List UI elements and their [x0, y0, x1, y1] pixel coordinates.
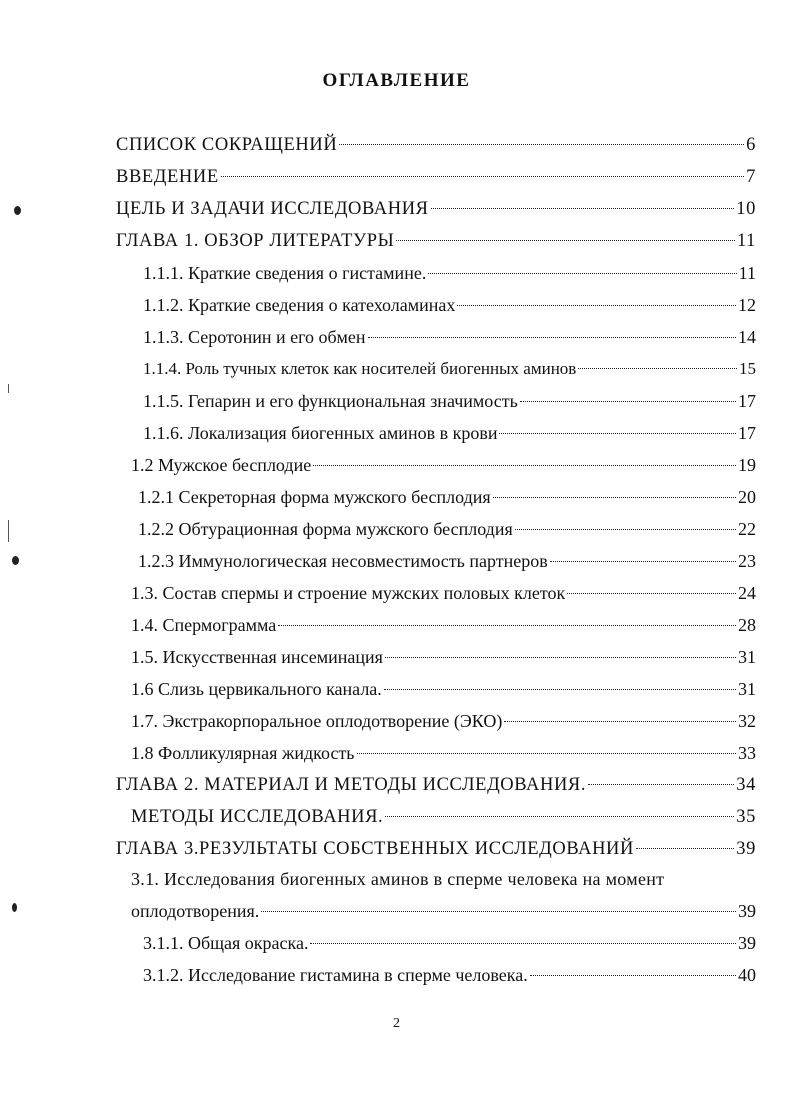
toc-page-number: 32 — [738, 711, 756, 731]
toc-page-number: 40 — [738, 965, 756, 985]
toc-entry-chapter-1[interactable] — [116, 226, 756, 256]
toc-entry-text: 1.2 Мужское бесплодие — [131, 455, 312, 475]
toc-entry-text: 1.2.1 Секреторная форма мужского бесплодия — [138, 487, 491, 507]
toc-page-number: 39 — [738, 901, 756, 921]
toc-entry-methods[interactable] — [131, 802, 756, 832]
toc-entry-1-1-5[interactable] — [143, 386, 756, 416]
toc-entry-1-1-1[interactable] — [143, 258, 756, 288]
toc-page-number: 39 — [738, 933, 756, 953]
scan-mark — [12, 903, 17, 912]
dot-leader — [499, 433, 736, 434]
dot-leader — [515, 529, 736, 530]
toc-page-number: 15 — [739, 359, 756, 378]
toc-page-number: 39 — [736, 839, 756, 859]
toc-entry-text: ВВЕДЕНИЕ — [116, 167, 219, 187]
page-number: 2 — [393, 1016, 400, 1031]
toc-entry-1-4[interactable] — [131, 610, 756, 640]
toc-page-number: 34 — [736, 775, 756, 795]
dot-leader — [457, 305, 736, 306]
dot-leader — [493, 497, 736, 498]
dot-leader — [636, 848, 734, 849]
page-title: ОГЛАВЛЕНИЕ — [322, 70, 471, 91]
toc-entry-3-1-1[interactable] — [143, 928, 756, 958]
toc-entry-3-1-line-2[interactable] — [131, 896, 756, 926]
toc-entry-text: 1.7. Экстракорпоральное оплодотворение (ЭКО) — [131, 711, 503, 731]
toc-page-number: 17 — [738, 391, 756, 411]
scan-mark — [12, 556, 19, 565]
toc-entry-text: СПИСОК СОКРАЩЕНИЙ — [116, 135, 338, 155]
dot-leader — [431, 208, 735, 209]
toc-entry-text: МЕТОДЫ ИССЛЕДОВАНИЯ. — [131, 807, 384, 827]
toc-entry-1-2-2[interactable] — [138, 514, 756, 544]
toc-page-number: 19 — [738, 455, 756, 475]
toc-page-number: 35 — [736, 807, 756, 827]
toc-entry-1-1-3[interactable] — [143, 322, 756, 352]
toc-entry-text: 1.1.1. Краткие сведения о гистамине. — [143, 263, 427, 283]
dot-leader — [261, 911, 736, 912]
toc-page-number: 10 — [736, 199, 756, 219]
scan-mark — [14, 206, 21, 215]
toc-entry-abbreviations[interactable] — [116, 130, 756, 160]
toc-entry-text: 1.1.5. Гепарин и его функциональная значимость — [143, 391, 518, 411]
toc-entry-1-1-4[interactable] — [143, 354, 756, 384]
dot-leader — [368, 337, 736, 338]
toc-entry-text: 1.4. Спермограмма — [131, 615, 277, 635]
toc-page-number: 6 — [746, 135, 756, 155]
toc-entry-1-2-1[interactable] — [138, 482, 756, 512]
dot-leader — [588, 784, 734, 785]
toc-entry-text: 1.6 Слизь цервикального канала. — [131, 679, 382, 699]
toc-entry-text: 1.2.2 Обтурационная форма мужского бесплодия — [138, 519, 513, 539]
toc-entry-1-8[interactable] — [131, 738, 756, 768]
dot-leader — [385, 816, 734, 817]
dot-leader — [504, 721, 736, 722]
toc-entry-1-2[interactable] — [131, 450, 756, 480]
dot-leader — [428, 273, 736, 274]
toc-entry-1-3[interactable] — [131, 578, 756, 608]
toc-page-number: 33 — [738, 743, 756, 763]
dot-leader — [520, 401, 736, 402]
dot-leader — [278, 625, 736, 626]
toc-entry-text: 1.1.3. Серотонин и его обмен — [143, 327, 366, 347]
toc-page-number: 11 — [736, 231, 756, 251]
toc-page-number: 12 — [738, 295, 756, 315]
dot-leader — [530, 975, 736, 976]
toc-entry-goals[interactable] — [116, 194, 756, 224]
toc-page-number: 17 — [738, 423, 756, 443]
toc-page-number: 23 — [738, 551, 756, 571]
toc-page-number: 22 — [738, 519, 756, 539]
dot-leader — [396, 240, 735, 241]
toc-entry-1-6[interactable] — [131, 674, 756, 704]
toc-entry-text: ГЛАВА 1. ОБЗОР ЛИТЕРАТУРЫ — [116, 231, 395, 251]
toc-entry-chapter-2[interactable] — [116, 770, 756, 800]
toc-entry-text: 1.3. Состав спермы и строение мужских половых клеток — [131, 583, 566, 603]
toc-entry-1-5[interactable] — [131, 642, 756, 672]
toc-entry-text: 1.1.2. Краткие сведения о катехоламинах — [143, 295, 456, 315]
scan-tick — [8, 520, 9, 542]
toc-entry-1-7[interactable] — [131, 706, 756, 736]
dot-leader — [385, 657, 736, 658]
dot-leader — [384, 689, 736, 690]
toc-entry-text: 3.1.2. Исследование гистамина в сперме человека. — [143, 965, 528, 985]
toc-page-number: 14 — [738, 327, 756, 347]
toc-page-number: 31 — [738, 647, 756, 667]
toc-page-number: 31 — [738, 679, 756, 699]
dot-leader — [313, 465, 736, 466]
toc-entry-text: 1.1.4. Роль тучных клеток как носителей биогенных аминов — [143, 359, 577, 378]
toc-entry-text: 1.1.6. Локализация биогенных аминов в крови — [143, 423, 498, 443]
toc-entry-1-2-3[interactable] — [138, 546, 756, 576]
toc-entry-chapter-3[interactable] — [116, 834, 756, 864]
toc-entry-text: ГЛАВА 2. МАТЕРИАЛ И МЕТОДЫ ИССЛЕДОВАНИЯ. — [116, 775, 587, 795]
dot-leader — [357, 753, 736, 754]
toc-page-number: 28 — [738, 615, 756, 635]
toc-page-number: 24 — [738, 583, 756, 603]
toc-page-number: 20 — [738, 487, 756, 507]
toc-entry-text: 3.1.1. Общая окраска. — [143, 933, 309, 953]
toc-entry-introduction[interactable] — [116, 162, 756, 192]
toc-entry-text: ЦЕЛЬ И ЗАДАЧИ ИССЛЕДОВАНИЯ — [116, 199, 429, 219]
toc-entry-3-1-2[interactable] — [143, 960, 756, 990]
dot-leader — [550, 561, 736, 562]
dot-leader — [310, 943, 736, 944]
toc-entry-text: 1.2.3 Иммунологическая несовместимость партнеров — [138, 551, 548, 571]
toc-page-number: 7 — [746, 167, 756, 187]
dot-leader — [567, 593, 736, 594]
toc-entry-1-1-6[interactable] — [143, 418, 756, 448]
toc-entry-1-1-2[interactable] — [143, 290, 756, 320]
toc-page-number: 11 — [738, 263, 756, 283]
toc-entry-text: ГЛАВА 3.РЕЗУЛЬТАТЫ СОБСТВЕННЫХ ИССЛЕДОВАНИЙ — [116, 839, 634, 859]
dot-leader — [339, 144, 744, 145]
scan-tick — [8, 384, 9, 393]
toc-entry-text: оплодотворения. — [131, 901, 260, 921]
toc-entry-text: 1.8 Фолликулярная жидкость — [131, 743, 355, 763]
dot-leader — [221, 176, 744, 177]
toc-entry-3-1-line-1[interactable]: 3.1. Исследования биогенных аминов в сперме человека на момент — [131, 869, 665, 889]
toc-entry-text: 1.5. Искусственная инсеминация — [131, 647, 383, 667]
dot-leader — [578, 368, 737, 369]
